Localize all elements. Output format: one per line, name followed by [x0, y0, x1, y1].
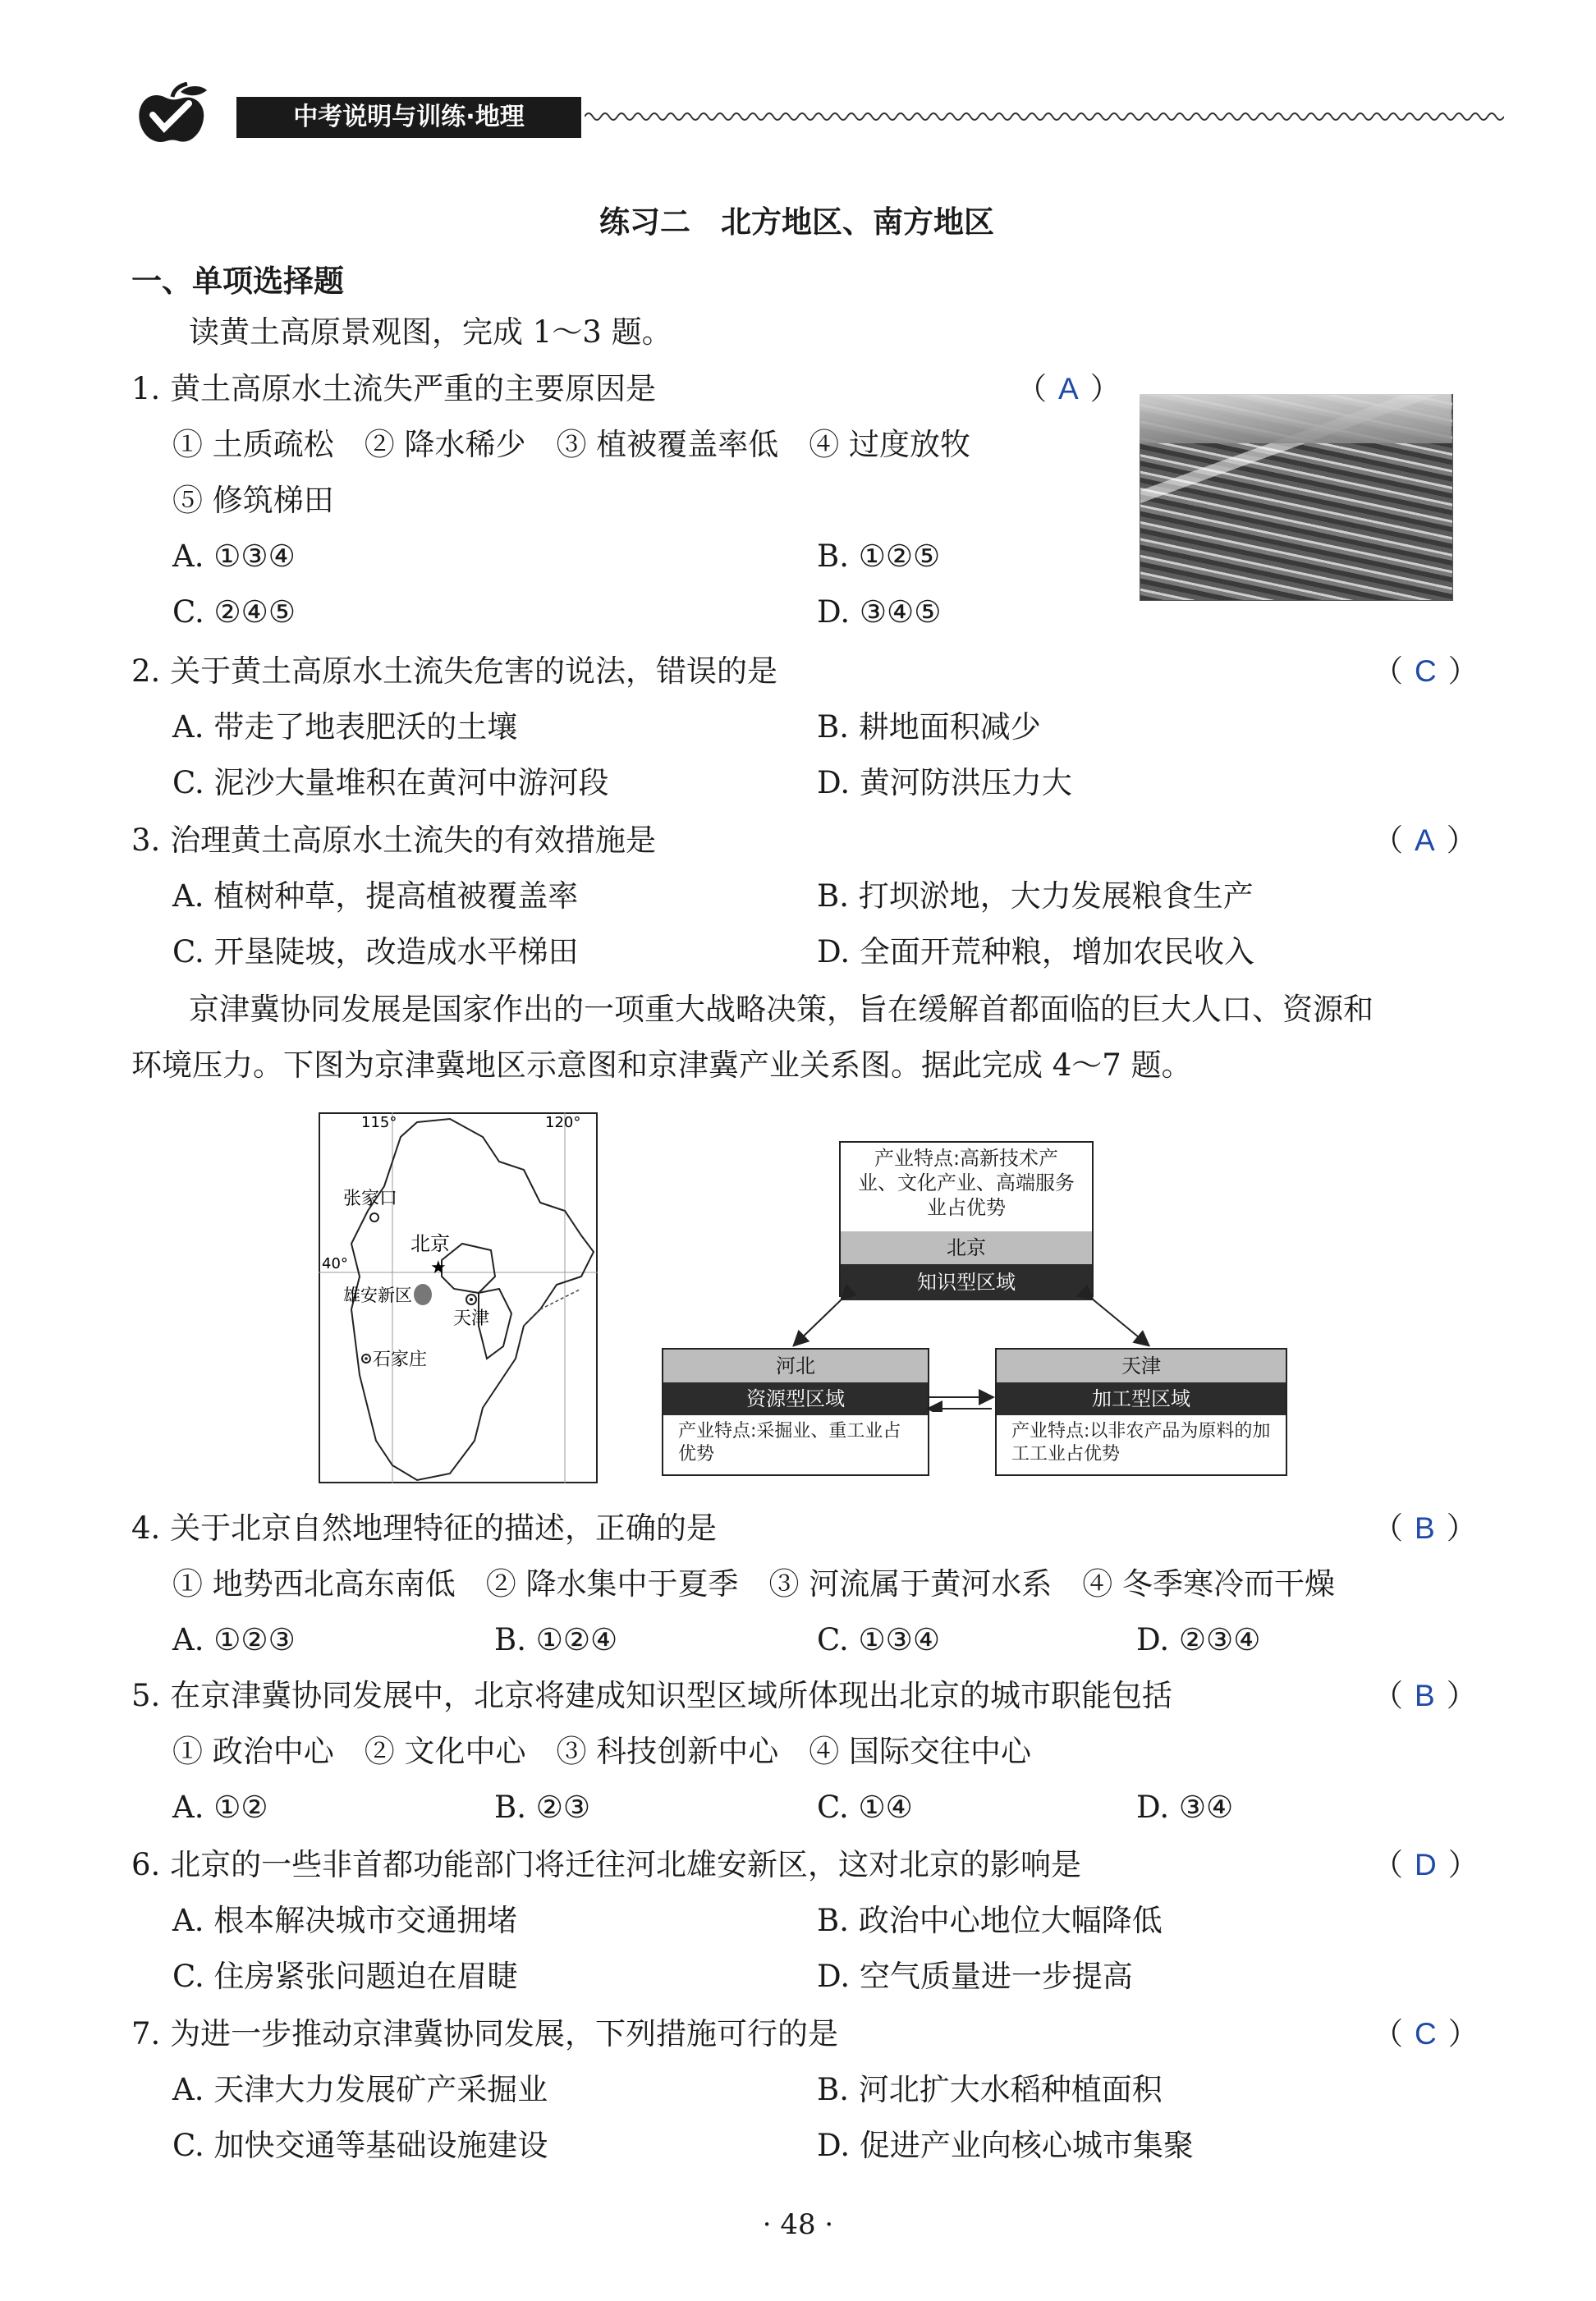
map-zhangjiakou: 张家口	[343, 1189, 398, 1209]
q5-option-d: D. ③④	[1136, 1790, 1234, 1825]
beijing-name: 北京	[841, 1231, 1092, 1264]
section-heading: 一、单项选择题	[131, 264, 344, 299]
q2-option-a: A. 带走了地表肥沃的土壤	[172, 709, 518, 745]
map-lon-120: 120°	[545, 1114, 581, 1131]
q4-option-b: B. ①②④	[494, 1622, 618, 1657]
tianjin-type: 加工型区域	[997, 1382, 1286, 1415]
q7-stem: 7. 为进一步推动京津冀协同发展，下列措施可行的是	[131, 2016, 839, 2051]
q2-option-b: B. 耕地面积减少	[817, 709, 1041, 745]
q1-options-line2: ⑤ 修筑梯田	[172, 483, 334, 518]
q4-options: ① 地势西北高东南低 ② 降水集中于夏季 ③ 河流属于黄河水系 ④ 冬季寒冷而干燥	[172, 1566, 1336, 1602]
q1-answer-paren: （ A ）	[1016, 371, 1121, 406]
map-tianjin: 天津	[453, 1309, 490, 1329]
q4-stem: 4. 关于北京自然地理特征的描述，正确的是	[131, 1510, 718, 1546]
q2-option-d: D. 黄河防洪压力大	[817, 765, 1072, 800]
map-lon-115: 115°	[361, 1114, 397, 1131]
q3-answer-paren: （ A ）	[1373, 823, 1477, 858]
beijing-star-icon: ★	[430, 1258, 447, 1278]
series-title: 中考说明与训练·地理	[236, 97, 581, 138]
jingjinji-map	[319, 1112, 598, 1483]
q4-option-d: D. ②③④	[1136, 1622, 1261, 1657]
q6-option-b: B. 政治中心地位大幅降低	[817, 1903, 1163, 1938]
q4-option-c: C. ①③④	[817, 1622, 941, 1657]
q6-stem: 6. 北京的一些非首都功能部门将迁往河北雄安新区，这对北京的影响是	[131, 1847, 1082, 1882]
apple-logo-icon	[131, 82, 218, 148]
map-lat-40: 40°	[322, 1255, 348, 1272]
q6-option-c: C. 住房紧张问题迫在眉睫	[172, 1959, 518, 1994]
q7-option-c: C. 加快交通等基础设施建设	[172, 2128, 548, 2163]
q6-answer-paren: （ D ）	[1373, 1847, 1479, 1882]
q6-answer: D	[1415, 1848, 1437, 1882]
q3-answer: A	[1415, 823, 1435, 857]
q3-option-b: B. 打坝淤地，大力发展粮食生产	[817, 878, 1254, 914]
q5-option-a: A. ①②	[172, 1790, 268, 1825]
tianjin-feature: 产业特点:以非农产品为原料的加工工业占优势	[1011, 1421, 1271, 1464]
hebei-name: 河北	[663, 1350, 928, 1382]
q1-option-d: D. ③④⑤	[817, 594, 942, 630]
tianjin-name: 天津	[997, 1350, 1286, 1382]
header-wavy-rule	[585, 108, 1504, 125]
q3-stem: 3. 治理黄土高原水土流失的有效措施是	[131, 823, 657, 858]
q2-stem: 2. 关于黄土高原水土流失危害的说法，错误的是	[131, 653, 778, 689]
arrow-beijing-tianjin	[1092, 1299, 1148, 1345]
hebei-type: 资源型区域	[663, 1382, 928, 1415]
q7-answer-paren: （ C ）	[1373, 2016, 1479, 2051]
q2-answer-paren: （ C ）	[1373, 653, 1479, 689]
q7-option-d: D. 促进产业向核心城市集聚	[817, 2128, 1194, 2163]
q4-option-a: A. ①②③	[172, 1622, 296, 1657]
map-shijiazhuang: 石家庄	[373, 1350, 428, 1370]
q5-answer-paren: （ B ）	[1373, 1678, 1477, 1713]
intro-2-line2: 环境压力。下图为京津冀地区示意图和京津冀产业关系图。据此完成 4～7 题。	[131, 1047, 1192, 1083]
beijing-box	[839, 1141, 1094, 1297]
xiongan-marker	[414, 1284, 432, 1305]
q1-option-c: C. ②④⑤	[172, 594, 296, 630]
exercise-title: 练习二 北方地区、南方地区	[599, 204, 994, 240]
hebei-feature: 产业特点:采掘业、重工业占优势	[678, 1421, 901, 1464]
q5-stem: 5. 在京津冀协同发展中，北京将建成知识型区域所体现出北京的城市职能包括	[131, 1678, 1173, 1713]
q5-option-b: B. ②③	[494, 1790, 591, 1825]
q4-answer: B	[1415, 1511, 1435, 1545]
intro-2-line1: 京津冀协同发展是国家作出的一项重大战略决策，旨在缓解首都面临的巨大人口、资源和	[189, 992, 1374, 1027]
q1-stem: 1. 黄土高原水土流失严重的主要原因是	[131, 371, 657, 406]
beijing-type: 知识型区域	[841, 1264, 1092, 1300]
q5-answer: B	[1415, 1679, 1435, 1712]
q2-option-c: C. 泥沙大量堆积在黄河中游河段	[172, 765, 609, 800]
q1-option-b: B. ①②⑤	[817, 539, 941, 574]
q7-option-a: A. 天津大力发展矿产采掘业	[172, 2072, 548, 2107]
q5-options: ① 政治中心 ② 文化中心 ③ 科技创新中心 ④ 国际交往中心	[172, 1734, 1032, 1769]
q3-option-c: C. 开垦陡坡，改造成水平梯田	[172, 934, 579, 969]
q6-option-d: D. 空气质量进一步提高	[817, 1959, 1133, 1994]
loess-plateau-photo-sky	[1140, 394, 1452, 443]
q7-answer: C	[1415, 2017, 1437, 2051]
q1-options-line1: ① 土质疏松 ② 降水稀少 ③ 植被覆盖率低 ④ 过度放牧	[172, 427, 971, 462]
q5-option-c: C. ①④	[817, 1790, 913, 1825]
q6-option-a: A. 根本解决城市交通拥堵	[172, 1903, 518, 1938]
q4-answer-paren: （ B ）	[1373, 1510, 1477, 1546]
map-beijing: 北京	[410, 1232, 450, 1255]
q2-answer: C	[1415, 654, 1437, 688]
beijing-feature: 产业特点:高新技术产业、文化产业、高端服务业占优势	[858, 1147, 1075, 1219]
intro-1: 读黄土高原景观图，完成 1～3 题。	[189, 314, 672, 350]
q1-answer: A	[1058, 372, 1079, 406]
page-number: · 48 ·	[762, 2208, 834, 2241]
q1-option-a: A. ①③④	[172, 539, 296, 574]
q3-option-d: D. 全面开荒种粮，增加农民收入	[817, 934, 1254, 969]
diagram-arrows	[657, 1281, 1297, 1412]
map-xiongan: 雄安新区	[343, 1286, 412, 1305]
q7-option-b: B. 河北扩大水稻种植面积	[817, 2072, 1163, 2107]
q3-option-a: A. 植树种草，提高植被覆盖率	[172, 878, 579, 914]
arrow-beijing-hebei	[795, 1299, 842, 1345]
